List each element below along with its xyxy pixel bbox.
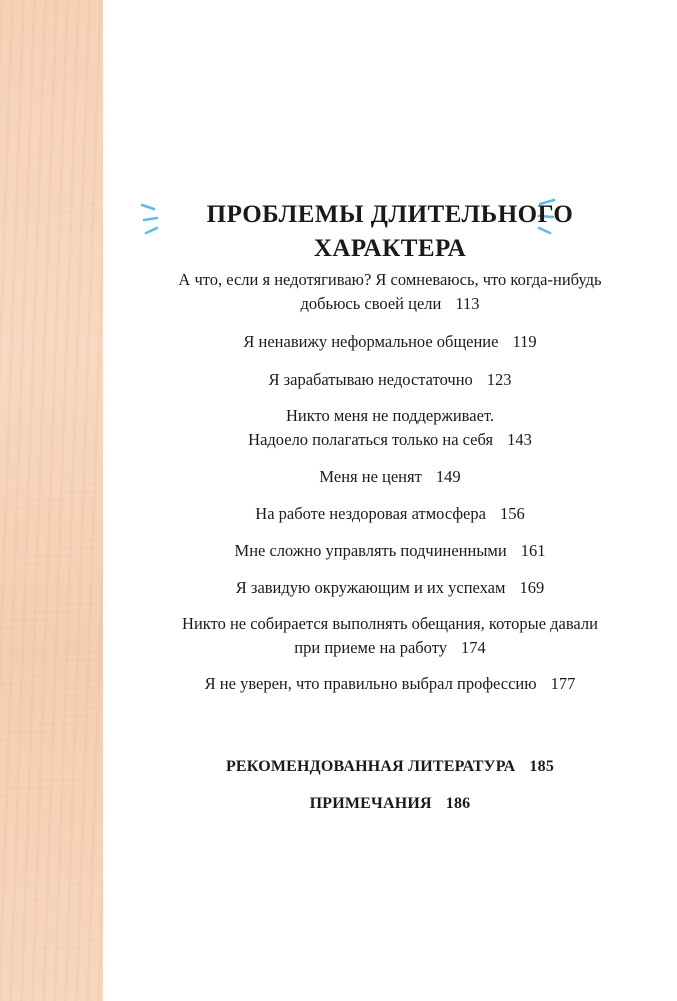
back-matter-entry bbox=[103, 792, 677, 816]
toc-entry-title: Я ненавижу неформальное общение bbox=[243, 332, 499, 351]
toc-page-number: 149 bbox=[435, 467, 461, 486]
back-matter-entry bbox=[103, 755, 677, 779]
toc-entry bbox=[103, 268, 677, 316]
toc-entry-title-line1: Никто меня не поддерживает. bbox=[285, 406, 494, 425]
toc-entry-title-line2: Надоело полагаться только на себя bbox=[248, 430, 494, 449]
toc-page-number: 113 bbox=[455, 294, 480, 313]
toc-page-number: 119 bbox=[512, 332, 537, 351]
toc-entry bbox=[103, 404, 677, 452]
toc-page-number: 156 bbox=[499, 504, 525, 523]
toc-entry bbox=[103, 368, 677, 392]
toc-page-number: 143 bbox=[507, 430, 532, 449]
back-matter-page-number: 186 bbox=[445, 795, 471, 812]
toc-entry-title: Я не уверен, что правильно выбрал профессию bbox=[204, 674, 537, 693]
back-matter-title: РЕКОМЕНДОВАННАЯ ЛИТЕРАТУРА bbox=[225, 758, 516, 775]
toc-entry-title: Меня не ценят bbox=[319, 467, 422, 486]
back-matter-title: ПРИМЕЧАНИЯ bbox=[309, 795, 432, 812]
toc-entry-title: Мне сложно управлять подчиненными bbox=[234, 541, 507, 560]
section-heading-line2: ХАРАКТЕРА bbox=[313, 235, 467, 262]
toc-entry bbox=[103, 539, 677, 563]
toc-entry bbox=[103, 672, 677, 696]
back-matter-page-number: 185 bbox=[529, 758, 555, 775]
toc-page-number: 174 bbox=[460, 638, 486, 657]
toc-page-number: 161 bbox=[520, 541, 546, 560]
toc-page-number: 177 bbox=[550, 674, 576, 693]
toc-entry bbox=[103, 612, 677, 660]
toc-entry bbox=[103, 465, 677, 489]
toc-entry bbox=[103, 502, 677, 526]
toc-entry-title-line1: А что, если я недотягиваю? Я сомневаюсь, что когда-нибудь bbox=[178, 270, 602, 289]
section-heading-line1: ПРОБЛЕМЫ ДЛИТЕЛЬНОГО bbox=[206, 201, 574, 228]
toc-entry-title-line2: добьюсь своей цели bbox=[300, 294, 442, 313]
toc-entry-title-line2: при приеме на работу bbox=[294, 638, 447, 657]
section-heading bbox=[103, 198, 677, 266]
toc-page-number: 169 bbox=[519, 578, 545, 597]
decorative-side-strip bbox=[0, 0, 103, 1001]
toc-entry-title: На работе нездоровая атмосфера bbox=[255, 504, 486, 523]
toc-entry bbox=[103, 576, 677, 600]
toc-entry-title: Я зарабатываю недостаточно bbox=[268, 370, 473, 389]
toc-entry-title-line1: Никто не собирается выполнять обещания, которые давали bbox=[182, 614, 598, 633]
toc-entry bbox=[103, 330, 677, 354]
toc-entry-title: Я завидую окружающим и их успехам bbox=[235, 578, 506, 597]
toc-page-number: 123 bbox=[486, 370, 512, 389]
